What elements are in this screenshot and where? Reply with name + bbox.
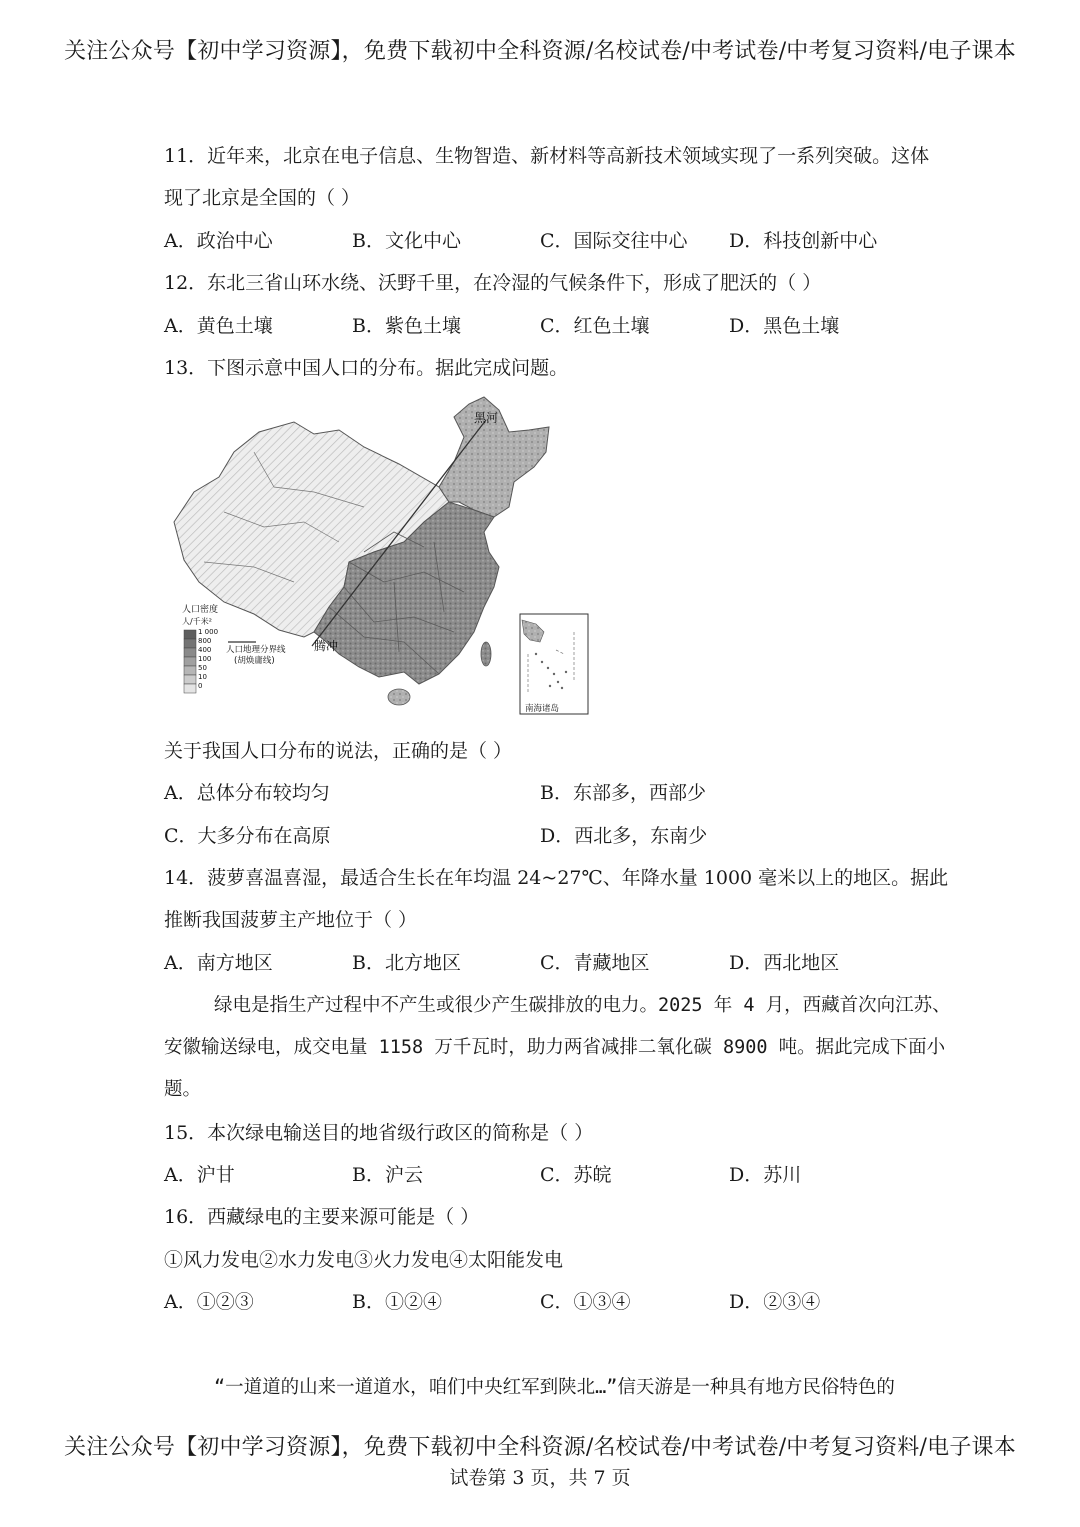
legend-level-label: 400 (198, 646, 212, 654)
header-banner: 关注公众号【初中学习资源】，免费下载初中全科资源/名校试卷/中考试卷/中考复习资料/电子课本 (64, 39, 1016, 64)
q11-option-a: A．政治中心 (164, 230, 273, 252)
q15-option-a: A．沪甘 (164, 1164, 235, 1186)
q13-option-b: B．东部多，西部少 (540, 782, 706, 804)
legend-title: 人口密度 (182, 605, 219, 615)
q12-option-a: A．黄色土壤 (164, 315, 273, 337)
legend-swatch (184, 639, 196, 648)
inset-label: 南海诸岛 (525, 704, 560, 714)
q14-option-b: B．北方地区 (352, 952, 461, 974)
q13-stem: 关于我国人口分布的说法，正确的是（ ） (164, 740, 513, 762)
q16-choices: ①风力发电②水力发电③火力发电④太阳能发电 (164, 1249, 564, 1271)
legend-swatch (184, 630, 196, 639)
q15-stem: 15．本次绿电输送目的地省级行政区的简称是（ ） (164, 1122, 594, 1144)
q16-option-b: B．①②④ (352, 1291, 442, 1313)
next-passage-line: “一道道的山来一道道水，咱们中央红军到陕北…”信天游是一种具有地方民俗特色的 (214, 1377, 895, 1398)
q11-stem-line1: 11．近年来，北京在电子信息、生物智造、新材料等高新技术领域实现了一系列突破。这体 (164, 145, 930, 167)
legend-swatch (184, 684, 196, 693)
legend-level-label: 50 (198, 664, 207, 672)
q15-option-b: B．沪云 (352, 1164, 423, 1186)
q15-option-c: C．苏皖 (540, 1164, 612, 1186)
q12-option-d: D．黑色土壤 (729, 315, 840, 337)
q16-stem: 16．西藏绿电的主要来源可能是（ ） (164, 1206, 480, 1228)
q13-intro: 13．下图示意中国人口的分布。据此完成问题。 (164, 357, 569, 379)
q13-option-c: C．大多分布在高原 (164, 825, 331, 847)
q12-stem: 12．东北三省山环水绕、沃野千里，在冷湿的气候条件下，形成了肥沃的（ ） (164, 272, 822, 294)
q15-option-d: D．苏川 (729, 1164, 802, 1186)
legend-level-label: 10 (198, 673, 207, 681)
legend-line-label-1: 人口地理分界线 (226, 645, 286, 655)
page-number: 试卷第 3 页，共 7 页 (449, 1467, 631, 1489)
q14-option-c: C．青藏地区 (540, 952, 650, 974)
q11-option-c: C．国际交往中心 (540, 230, 688, 252)
legend-swatch (184, 657, 196, 666)
legend-level-label: 0 (198, 682, 203, 690)
q16-option-a: A．①②③ (164, 1291, 254, 1313)
q16-option-c: C．①③④ (540, 1291, 631, 1313)
q14-stem-line2: 推断我国菠萝主产地位于（ ） (164, 909, 418, 931)
q11-option-b: B．文化中心 (352, 230, 461, 252)
q12-option-c: C．红色土壤 (540, 315, 650, 337)
passage-line1: 绿电是指生产过程中不产生或很少产生碳排放的电力。2025 年 4 月，西藏首次向江苏、 (214, 995, 951, 1016)
legend-level-label: 800 (198, 637, 212, 645)
q16-option-d: D．②③④ (729, 1291, 821, 1313)
legend-swatch (184, 675, 196, 684)
heihe-label: 黑河 (474, 411, 499, 425)
legend-swatch (184, 648, 196, 657)
passage-line3: 题。 (164, 1079, 202, 1100)
legend-unit: 人/千米² (182, 617, 212, 626)
footer-banner: 关注公众号【初中学习资源】，免费下载初中全科资源/名校试卷/中考试卷/中考复习资料/电子课本 (64, 1435, 1016, 1460)
china-population-map (164, 392, 594, 720)
q11-stem-line2: 现了北京是全国的（ ） (164, 187, 361, 209)
q13-option-d: D．西北多，东南少 (540, 825, 708, 847)
legend-line-label-2: (胡焕庸线) (234, 656, 275, 666)
passage-line2: 安徽输送绿电，成交电量 1158 万千瓦时，助力两省减排二氧化碳 8900 吨。据此完成下面小 (164, 1037, 946, 1058)
q13-option-a: A．总体分布较均匀 (164, 782, 330, 804)
legend-swatches (184, 628, 218, 693)
q11-option-d: D．科技创新中心 (729, 230, 878, 252)
legend-level-label: 100 (198, 655, 212, 663)
q14-stem-line1: 14．菠萝喜温喜湿，最适合生长在年均温 24~27℃、年降水量 1000 毫米以上的地区。据此 (164, 867, 949, 889)
q12-option-b: B．紫色土壤 (352, 315, 461, 337)
tengchong-label: 腾冲 (314, 639, 339, 653)
q14-option-a: A．南方地区 (164, 952, 273, 974)
q14-option-d: D．西北地区 (729, 952, 840, 974)
legend-level-label: 1 000 (198, 628, 219, 636)
legend-swatch (184, 666, 196, 675)
